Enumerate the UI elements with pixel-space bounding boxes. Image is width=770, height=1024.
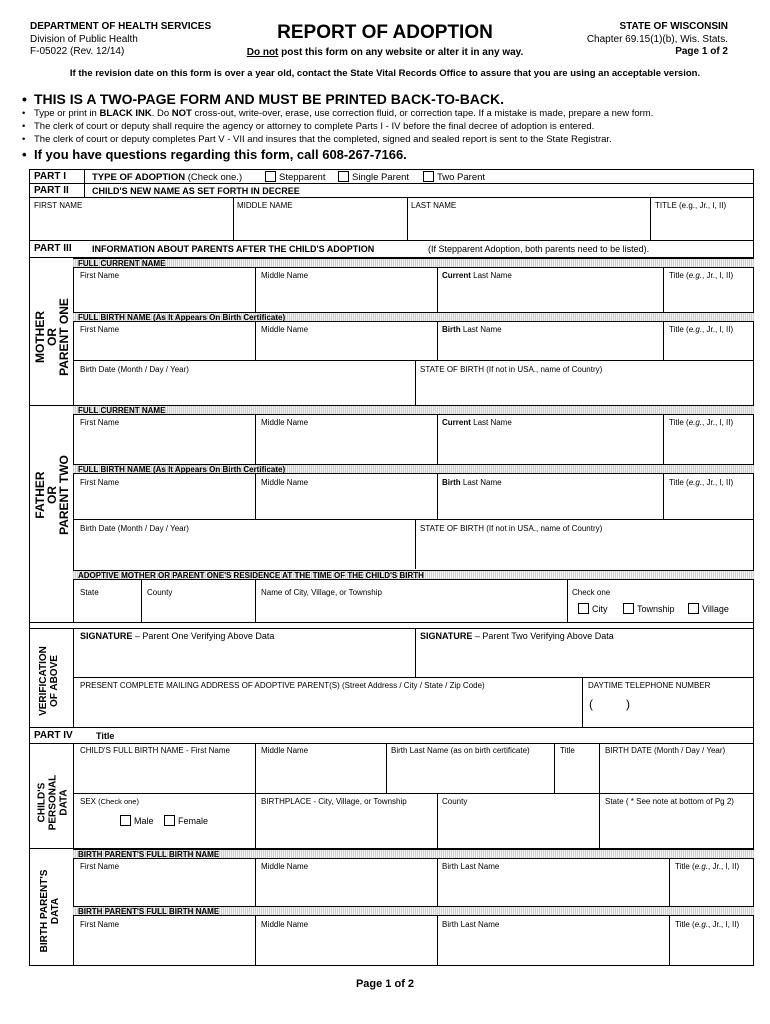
p2-birth-date-label: Birth Date (Month / Day / Year) xyxy=(80,524,189,533)
mailing-address-label: PRESENT COMPLETE MAILING ADDRESS OF ADOPTIVE PARENT(S) (Street Address / City / State / Zip Code) xyxy=(80,681,485,690)
child-title-label: TITLE (e.g., Jr., I, II) xyxy=(655,201,727,210)
single-parent-option[interactable]: Single Parent xyxy=(338,171,409,183)
child-first-name-field[interactable] xyxy=(31,211,231,239)
child-birth-middle-label: Middle Name xyxy=(261,746,309,755)
daytime-phone-label: DAYTIME TELEPHONE NUMBER xyxy=(588,681,711,690)
p2-birth-last-label: Birth Last Name xyxy=(442,478,502,487)
child-birth-title-field[interactable] xyxy=(556,757,597,791)
part-three-label: PART III xyxy=(34,243,72,254)
signature-parent-one-field[interactable] xyxy=(75,643,413,675)
daytime-phone-field[interactable] xyxy=(584,693,752,725)
two-page-notice: • THIS IS A TWO-PAGE FORM AND MUST BE PRINTED BACK-TO-BACK. xyxy=(34,91,504,107)
posting-notice: Do not post this form on any website or alter it in any way. xyxy=(246,47,524,58)
p2-current-first-label: First Name xyxy=(80,418,120,427)
bp2-title-label: Title (e.g., Jr., I, II) xyxy=(675,920,740,929)
village-checkbox[interactable] xyxy=(688,603,699,614)
p2-birth-title-field[interactable] xyxy=(665,489,752,517)
p1-birth-date-field[interactable] xyxy=(75,376,413,404)
part-four-title: Title xyxy=(96,731,115,741)
footer-page-number: Page 1 of 2 xyxy=(355,978,415,990)
signature-parent-one-label: SIGNATURE – Parent One Verifying Above Data xyxy=(80,631,275,641)
p1-birth-first-label: First Name xyxy=(80,325,120,334)
child-title-short-label: Title xyxy=(560,746,575,755)
child-birth-last-field[interactable] xyxy=(388,757,552,791)
residence-band: ADOPTIVE MOTHER OR PARENT ONE'S RESIDENCE AT THE TIME OF THE CHILD'S BIRTH xyxy=(73,570,754,580)
bp1-last-label: Birth Last Name xyxy=(442,862,500,871)
child-county-label: County xyxy=(442,797,468,806)
bp1-middle-label: Middle Name xyxy=(261,862,309,871)
form-number: F-05022 (Rev. 12/14) xyxy=(30,46,125,57)
p1-birth-middle-field[interactable] xyxy=(257,336,435,358)
bp2-first-label: First Name xyxy=(80,920,120,929)
child-birth-middle-field[interactable] xyxy=(257,757,384,791)
birth-parents-side-label: BIRTH PARENT'S DATA xyxy=(39,869,61,953)
bp2-middle-field[interactable] xyxy=(257,931,435,964)
single-parent-checkbox[interactable] xyxy=(338,171,349,182)
child-birthplace-label: BIRTHPLACE - City, Village, or Township xyxy=(261,797,407,806)
p1-current-middle-field[interactable] xyxy=(257,282,435,310)
bp2-title-field[interactable] xyxy=(671,931,752,964)
signature-parent-two-field[interactable] xyxy=(417,643,752,675)
state-name: STATE OF WISCONSIN xyxy=(619,21,728,32)
p1-current-last-field[interactable] xyxy=(439,282,661,310)
child-birthplace-field[interactable] xyxy=(257,808,435,846)
p2-current-title-label: Title (e.g., Jr., I, II) xyxy=(669,418,734,427)
two-parent-checkbox[interactable] xyxy=(423,171,434,182)
male-checkbox[interactable] xyxy=(120,815,131,826)
p1-current-first-label: First Name xyxy=(80,271,120,280)
phone-paren-open: ( xyxy=(589,697,593,711)
childs-personal-data-side-label: CHILD'S PERSONAL DATA xyxy=(36,774,70,831)
p1-current-middle-label: Middle Name xyxy=(261,271,309,280)
instruction-clerk-parts: • The clerk of court or deputy shall require the agency or attorney to complete Parts I - IV before the final decree of adoption is entered. xyxy=(34,121,594,132)
part-two-label: PART II xyxy=(34,185,69,196)
bp1-last-field[interactable] xyxy=(439,873,667,904)
p2-current-last-label: Current Last Name xyxy=(442,418,512,427)
p2-state-of-birth-label: STATE OF BIRTH (If not in USA., name of Country) xyxy=(420,524,603,533)
p2-birth-date-field[interactable] xyxy=(75,535,413,567)
residence-state-field[interactable] xyxy=(75,599,139,620)
child-state-label: State ( * See note at bottom of Pg 2) xyxy=(605,797,734,806)
residence-township-option[interactable]: Township xyxy=(623,603,675,614)
header-page-number: Page 1 of 2 xyxy=(675,46,728,57)
instruction-clerk-report: • The clerk of court or deputy completes Part V - VII and insures that the completed, signed and sealed report is sent to the State Registrar. xyxy=(34,134,612,145)
two-parent-option[interactable]: Two Parent xyxy=(423,171,485,183)
bp1-title-field[interactable] xyxy=(671,873,752,904)
p1-current-title-field[interactable] xyxy=(665,282,752,310)
p1-birth-last-label: Birth Last Name xyxy=(442,325,502,334)
part-four-label: PART IV xyxy=(34,730,73,741)
division-name: Division of Public Health xyxy=(30,34,138,45)
bp1-first-field[interactable] xyxy=(75,873,253,904)
statute-reference: Chapter 69.15(1)(b), Wis. Stats. xyxy=(586,34,728,45)
verification-side-label: VERIFICATION OF ABOVE xyxy=(38,646,60,716)
birth-parent-one-band: BIRTH PARENT'S FULL BIRTH NAME xyxy=(73,849,754,859)
child-birth-last-label: Birth Last Name (as on birth certificate) xyxy=(391,746,530,755)
p2-birth-middle-field[interactable] xyxy=(257,489,435,517)
bp1-first-label: First Name xyxy=(80,862,120,871)
residence-county-field[interactable] xyxy=(143,599,253,620)
child-birth-date-field[interactable] xyxy=(601,757,752,791)
residence-village-option[interactable]: Village xyxy=(688,603,729,614)
p2-state-of-birth-field[interactable] xyxy=(417,535,752,567)
birth-parent-two-band: BIRTH PARENT'S FULL BIRTH NAME xyxy=(73,906,754,916)
stepparent-option[interactable]: Stepparent xyxy=(265,171,325,183)
child-birth-first-field[interactable] xyxy=(75,757,253,791)
bp1-title-label: Title (e.g., Jr., I, II) xyxy=(675,862,740,871)
part-three-note: (If Stepparent Adoption, both parents need to be listed). xyxy=(428,244,650,254)
child-middle-name-label: MIDDLE NAME xyxy=(237,201,293,210)
p1-birth-date-label: Birth Date (Month / Day / Year) xyxy=(80,365,189,374)
child-last-name-label: LAST NAME xyxy=(411,201,457,210)
questions-phone: • If you have questions regarding this form, call 608-267-7166. xyxy=(34,147,407,162)
p2-current-first-field[interactable] xyxy=(75,429,253,462)
department-name: DEPARTMENT OF HEALTH SERVICES xyxy=(30,21,212,32)
p1-birth-title-label: Title (e.g., Jr., I, II) xyxy=(669,325,734,334)
p2-current-title-field[interactable] xyxy=(665,429,752,462)
part-two-title: CHILD'S NEW NAME AS SET FORTH IN DECREE xyxy=(92,186,300,196)
residence-city-field[interactable] xyxy=(257,599,565,620)
p2-birth-middle-label: Middle Name xyxy=(261,478,309,487)
p1-current-first-field[interactable] xyxy=(75,282,253,310)
p1-state-of-birth-field[interactable] xyxy=(417,376,752,404)
bp2-last-label: Birth Last Name xyxy=(442,920,500,929)
parent-two-side-label: FATHER OR PARENT TWO xyxy=(33,455,71,535)
parent-two-birth-name-band: FULL BIRTH NAME (As It Appears On Birth Certificate) xyxy=(73,464,754,474)
p1-state-of-birth-label: STATE OF BIRTH (If not in USA., name of Country) xyxy=(420,365,603,374)
child-first-name-label: FIRST NAME xyxy=(34,201,83,210)
township-checkbox[interactable] xyxy=(623,603,634,614)
residence-city-name-label: Name of City, Village, or Township xyxy=(261,588,382,597)
child-birth-date-label: BIRTH DATE (Month / Day / Year) xyxy=(605,746,726,755)
child-title-field[interactable] xyxy=(652,211,752,239)
p1-birth-title-field[interactable] xyxy=(665,336,752,358)
child-county-field[interactable] xyxy=(439,808,597,846)
stepparent-checkbox[interactable] xyxy=(265,171,276,182)
p1-birth-first-field[interactable] xyxy=(75,336,253,358)
residence-county-label: County xyxy=(147,588,173,597)
phone-paren-close: ) xyxy=(626,697,630,711)
mailing-address-field[interactable] xyxy=(75,693,580,725)
residence-state-label: State xyxy=(80,588,99,597)
child-birth-first-label: CHILD'S FULL BIRTH NAME - First Name xyxy=(80,746,230,755)
p1-current-last-label: Current Last Name xyxy=(442,271,512,280)
bp1-middle-field[interactable] xyxy=(257,873,435,904)
p1-current-title-label: Title (e.g., Jr., I, II) xyxy=(669,271,734,280)
revision-note: If the revision date on this form is over a year old, contact the State Vital Records Office to assure that you are using an acceptable version. xyxy=(69,68,701,79)
sex-female-option[interactable]: Female xyxy=(164,815,208,826)
child-sex-label: SEX (Check one) xyxy=(80,797,139,806)
residence-check-one-label: Check one xyxy=(572,588,611,597)
child-state-field[interactable] xyxy=(601,808,752,846)
instruction-ink: • Type or print in BLACK INK. Do NOT cross-out, write-over, erase, use correction fluid, or correction tape. If a mistake is made, prepare a new form. xyxy=(34,108,653,119)
p2-birth-first-field[interactable] xyxy=(75,489,253,517)
bp2-first-field[interactable] xyxy=(75,931,253,964)
city-checkbox[interactable] xyxy=(578,603,589,614)
adoption-type-label: TYPE OF ADOPTION (Check one.) xyxy=(92,172,243,183)
p2-birth-title-label: Title (e.g., Jr., I, II) xyxy=(669,478,734,487)
bp2-middle-label: Middle Name xyxy=(261,920,309,929)
female-checkbox[interactable] xyxy=(164,815,175,826)
p1-birth-last-field[interactable] xyxy=(439,336,661,358)
part-three-title: INFORMATION ABOUT PARENTS AFTER THE CHILD'S ADOPTION xyxy=(92,244,375,254)
parent-one-side-label: MOTHER OR PARENT ONE xyxy=(33,298,71,376)
sex-male-option[interactable]: Male xyxy=(120,815,154,826)
parent-one-birth-name-band: FULL BIRTH NAME (As It Appears On Birth Certificate) xyxy=(73,312,754,322)
p1-birth-middle-label: Middle Name xyxy=(261,325,309,334)
part-one-label: PART I xyxy=(34,171,67,182)
parent-one-current-name-band: FULL CURRENT NAME xyxy=(73,258,754,268)
residence-city-option[interactable]: City xyxy=(578,603,608,614)
child-last-name-field[interactable] xyxy=(409,211,648,239)
signature-parent-two-label: SIGNATURE – Parent Two Verifying Above Data xyxy=(420,631,614,641)
p2-current-last-field[interactable] xyxy=(439,429,661,462)
parent-two-current-name-band: FULL CURRENT NAME xyxy=(73,405,754,415)
form-title: REPORT OF ADOPTION xyxy=(277,22,493,43)
p2-birth-first-label: First Name xyxy=(80,478,120,487)
p2-current-middle-label: Middle Name xyxy=(261,418,309,427)
bp2-last-field[interactable] xyxy=(439,931,667,964)
p2-birth-last-field[interactable] xyxy=(439,489,661,517)
p2-current-middle-field[interactable] xyxy=(257,429,435,462)
child-middle-name-field[interactable] xyxy=(235,211,405,239)
